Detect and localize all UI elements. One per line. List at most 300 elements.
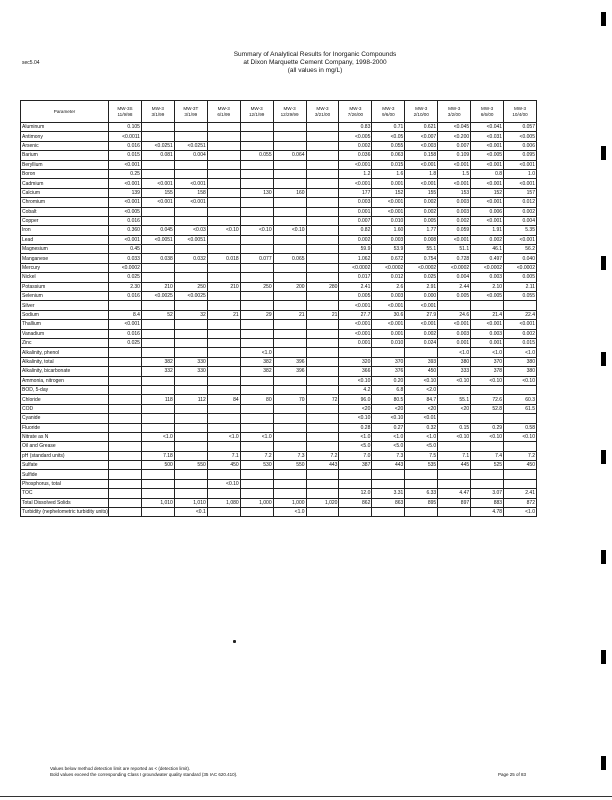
value-cell: <0.0002: [372, 263, 405, 272]
value-cell: 55.1: [438, 395, 471, 404]
value-cell: <5.0: [339, 442, 372, 451]
value-cell: <0.005: [504, 132, 537, 141]
value-cell: <5.0: [405, 442, 438, 451]
value-cell: 0.008: [405, 235, 438, 244]
value-cell: <0.001: [471, 141, 504, 150]
value-cell: [207, 263, 240, 272]
value-cell: 200: [273, 282, 306, 291]
value-cell: [306, 179, 339, 188]
value-cell: [273, 123, 306, 132]
value-cell: 0.003: [438, 329, 471, 338]
value-cell: <0.001: [405, 179, 438, 188]
value-cell: [306, 273, 339, 282]
value-cell: <1.0: [141, 432, 174, 441]
value-cell: [207, 198, 240, 207]
parameter-name: Iron: [21, 226, 109, 235]
column-header-label: MW-3: [316, 106, 329, 112]
value-cell: 7.1: [207, 451, 240, 460]
footnotes: [50, 766, 237, 778]
value-cell: <20: [405, 404, 438, 413]
value-cell: [240, 273, 273, 282]
value-cell: 250: [174, 282, 207, 291]
value-cell: [240, 245, 273, 254]
file-label: sec5.04: [22, 60, 40, 66]
value-cell: 0.8: [471, 169, 504, 178]
value-cell: [207, 508, 240, 517]
value-cell: 0.002: [405, 207, 438, 216]
value-cell: <0.001: [504, 160, 537, 169]
value-cell: <0.001: [471, 320, 504, 329]
value-cell: 0.003: [372, 235, 405, 244]
value-cell: [240, 141, 273, 150]
value-cell: [273, 385, 306, 394]
value-cell: 0.003: [471, 329, 504, 338]
value-cell: <1.0: [339, 432, 372, 441]
value-cell: 118: [141, 395, 174, 404]
value-cell: [207, 301, 240, 310]
parameter-name: Ammonia, nitrogen: [21, 376, 109, 385]
value-cell: [207, 338, 240, 347]
value-cell: [339, 348, 372, 357]
value-cell: <0.001: [471, 179, 504, 188]
title-line-1: Summary of Analytical Results for Inorganic Compounds: [233, 51, 397, 58]
value-cell: [306, 404, 339, 413]
value-cell: [207, 207, 240, 216]
value-cell: [207, 292, 240, 301]
value-cell: [306, 414, 339, 423]
value-cell: 1.8: [405, 169, 438, 178]
value-cell: 7.3: [372, 451, 405, 460]
value-cell: [438, 442, 471, 451]
value-cell: <0.001: [405, 160, 438, 169]
value-cell: [207, 442, 240, 451]
value-cell: 6.8: [372, 385, 405, 394]
value-cell: 130: [240, 188, 273, 197]
value-cell: <20: [372, 404, 405, 413]
value-cell: [240, 442, 273, 451]
value-cell: 53.9: [372, 245, 405, 254]
column-header-date: 7/26/00: [347, 111, 364, 117]
value-cell: [207, 404, 240, 413]
value-cell: 0.005: [504, 273, 537, 282]
value-cell: [207, 329, 240, 338]
parameter-name: Turbidity (nephelometric turbidity units): [22, 509, 108, 516]
value-cell: [207, 151, 240, 160]
value-cell: [174, 470, 207, 479]
value-cell: [405, 348, 438, 357]
value-cell: [174, 207, 207, 216]
value-cell: <0.10: [405, 376, 438, 385]
value-cell: [273, 414, 306, 423]
value-cell: <0.0251: [141, 141, 174, 150]
table-row: [21, 160, 537, 169]
table-row: [21, 451, 537, 460]
value-cell: [240, 132, 273, 141]
value-cell: 0.001: [372, 179, 405, 188]
value-cell: 380: [504, 357, 537, 366]
value-cell: <0.001: [339, 329, 372, 338]
column-header-date: 9/6/00: [381, 111, 395, 117]
parameter-name: Cadmium: [21, 179, 109, 188]
value-cell: [306, 160, 339, 169]
value-cell: 872: [504, 498, 537, 507]
value-cell: [174, 385, 207, 394]
column-header-parameter: [21, 101, 109, 123]
value-cell: 46.1: [471, 245, 504, 254]
column-header-well: [207, 101, 240, 123]
value-cell: <0.001: [372, 320, 405, 329]
value-cell: [141, 216, 174, 225]
scan-mark: [601, 450, 606, 464]
value-cell: [306, 151, 339, 160]
value-cell: [174, 160, 207, 169]
value-cell: [207, 489, 240, 498]
value-cell: 7.5: [405, 451, 438, 460]
value-cell: [240, 385, 273, 394]
value-cell: [109, 423, 142, 432]
value-cell: 376: [372, 367, 405, 376]
table-row: [21, 292, 537, 301]
value-cell: [141, 385, 174, 394]
table-row: [21, 376, 537, 385]
value-cell: [109, 348, 142, 357]
value-cell: 70: [273, 395, 306, 404]
value-cell: 0.158: [405, 151, 438, 160]
value-cell: 21: [273, 310, 306, 319]
value-cell: 450: [207, 461, 240, 470]
column-header-date: 10/4/00: [512, 111, 528, 117]
value-cell: 1.60: [372, 226, 405, 235]
value-cell: [174, 338, 207, 347]
value-cell: 250: [240, 282, 273, 291]
value-cell: [174, 348, 207, 357]
parameter-name: Alkalinity, bicarbonate: [21, 367, 109, 376]
value-cell: [109, 451, 142, 460]
parameter-name: Sulfate: [21, 461, 109, 470]
value-cell: [141, 329, 174, 338]
footnote-2: Bold values exceed the corresponding Class I groundwater quality standard (35 IAC 620.410).: [50, 772, 238, 777]
value-cell: [174, 132, 207, 141]
value-cell: [141, 348, 174, 357]
value-cell: 152: [372, 188, 405, 197]
value-cell: 0.025: [109, 338, 142, 347]
value-cell: 0.003: [372, 292, 405, 301]
value-cell: [109, 489, 142, 498]
value-cell: [273, 273, 306, 282]
value-cell: 387: [339, 461, 372, 470]
value-cell: 0.038: [141, 254, 174, 263]
value-cell: [109, 301, 142, 310]
value-cell: 1.0: [504, 169, 537, 178]
value-cell: [109, 432, 142, 441]
value-cell: 0.055: [240, 151, 273, 160]
value-cell: 160: [273, 188, 306, 197]
column-header-date: 11/9/98: [117, 111, 133, 117]
value-cell: 2.41: [504, 489, 537, 498]
value-cell: [306, 235, 339, 244]
value-cell: [141, 442, 174, 451]
value-cell: 0.83: [339, 123, 372, 132]
column-header-date: 3/21/00: [314, 111, 331, 117]
value-cell: [207, 123, 240, 132]
parameter-name: Aluminum: [21, 123, 109, 132]
value-cell: <1.0: [438, 348, 471, 357]
value-cell: <0.001: [438, 320, 471, 329]
value-cell: 445: [438, 461, 471, 470]
value-cell: [240, 470, 273, 479]
value-cell: [471, 414, 504, 423]
value-cell: 0.001: [339, 207, 372, 216]
value-cell: [306, 338, 339, 347]
value-cell: 52.8: [471, 404, 504, 413]
table-row: [21, 357, 537, 366]
column-header-label: MW-3: [283, 106, 296, 112]
value-cell: [207, 470, 240, 479]
parameter-name: Chromium: [21, 198, 109, 207]
value-cell: [405, 479, 438, 488]
value-cell: 0.001: [438, 338, 471, 347]
value-cell: 3.07: [471, 489, 504, 498]
value-cell: [141, 479, 174, 488]
value-cell: 0.005: [438, 292, 471, 301]
footnote-1: Values below method detection limit are reported as < (detection limit).: [50, 766, 191, 771]
value-cell: [141, 470, 174, 479]
value-cell: [207, 132, 240, 141]
value-cell: 2.11: [504, 282, 537, 291]
value-cell: <0.005: [339, 132, 372, 141]
value-cell: 7.3: [273, 451, 306, 460]
value-cell: 24.6: [438, 310, 471, 319]
value-cell: 443: [372, 461, 405, 470]
value-cell: <0.003: [405, 141, 438, 150]
value-cell: <0.10: [504, 376, 537, 385]
title-line-2: at Dixon Marquette Cement Company, 1998-2000: [243, 59, 387, 66]
value-cell: <1.0: [471, 348, 504, 357]
value-cell: [339, 508, 372, 517]
scan-speck: [233, 640, 236, 643]
value-cell: <0.001: [504, 320, 537, 329]
parameter-name: Chloride: [21, 395, 109, 404]
value-cell: <1.0: [372, 432, 405, 441]
value-cell: 443: [306, 461, 339, 470]
value-cell: 1.5: [438, 169, 471, 178]
value-cell: 1,020: [306, 498, 339, 507]
value-cell: 1,010: [174, 498, 207, 507]
value-cell: 332: [141, 367, 174, 376]
value-cell: 530: [240, 461, 273, 470]
value-cell: 32: [174, 310, 207, 319]
value-cell: [405, 470, 438, 479]
value-cell: 883: [471, 498, 504, 507]
value-cell: [109, 461, 142, 470]
value-cell: <0.1: [174, 508, 207, 517]
value-cell: 897: [438, 498, 471, 507]
value-cell: 0.71: [372, 123, 405, 132]
value-cell: [240, 263, 273, 272]
parameter-name: Fluoride: [21, 423, 109, 432]
value-cell: 0.040: [504, 254, 537, 263]
parameter-name: Potassium: [21, 282, 109, 291]
value-cell: [109, 498, 142, 507]
value-cell: 333: [438, 367, 471, 376]
value-cell: [273, 432, 306, 441]
value-cell: 21.4: [471, 310, 504, 319]
value-cell: 21: [306, 310, 339, 319]
value-cell: [306, 141, 339, 150]
value-cell: <0.001: [141, 198, 174, 207]
column-header-date: 6/6/00: [480, 111, 494, 117]
value-cell: 0.001: [372, 329, 405, 338]
value-cell: <0.001: [141, 179, 174, 188]
value-cell: 0.055: [504, 292, 537, 301]
value-cell: [109, 376, 142, 385]
value-cell: 0.005: [339, 292, 372, 301]
value-cell: 1,010: [141, 498, 174, 507]
value-cell: [504, 301, 537, 310]
value-cell: 0.004: [504, 216, 537, 225]
value-cell: 330: [174, 367, 207, 376]
value-cell: [273, 292, 306, 301]
value-cell: [240, 376, 273, 385]
table-row: [21, 442, 537, 451]
value-cell: [471, 301, 504, 310]
value-cell: <0.0051: [174, 235, 207, 244]
value-cell: 2.41: [339, 282, 372, 291]
value-cell: 29: [240, 310, 273, 319]
value-cell: [273, 320, 306, 329]
value-cell: [306, 216, 339, 225]
column-header-label: MW-3: [250, 106, 263, 112]
value-cell: 396: [273, 357, 306, 366]
value-cell: [306, 432, 339, 441]
value-cell: 72: [306, 395, 339, 404]
value-cell: [306, 320, 339, 329]
value-cell: [273, 404, 306, 413]
value-cell: 0.002: [405, 329, 438, 338]
value-cell: [174, 376, 207, 385]
value-cell: 2.91: [405, 282, 438, 291]
value-cell: [438, 385, 471, 394]
value-cell: 0.064: [273, 151, 306, 160]
value-cell: <0.10: [504, 432, 537, 441]
scan-mark: [601, 146, 606, 160]
table-row: [21, 282, 537, 291]
value-cell: 2.10: [471, 282, 504, 291]
column-header-label: MW-3: [217, 106, 230, 112]
value-cell: [109, 479, 142, 488]
value-cell: 0.82: [339, 226, 372, 235]
column-header-label: MW-3: [349, 106, 362, 112]
value-cell: 0.055: [372, 141, 405, 150]
value-cell: [372, 348, 405, 357]
table-row: [21, 301, 537, 310]
value-cell: 1.77: [405, 226, 438, 235]
value-cell: 1.91: [471, 226, 504, 235]
value-cell: [207, 235, 240, 244]
value-cell: <0.10: [339, 376, 372, 385]
value-cell: [504, 414, 537, 423]
value-cell: 0.012: [504, 198, 537, 207]
parameter-name: Zinc: [21, 338, 109, 347]
value-cell: 0.754: [405, 254, 438, 263]
value-cell: 155: [141, 188, 174, 197]
value-cell: 157: [504, 188, 537, 197]
value-cell: [141, 169, 174, 178]
value-cell: 396: [273, 367, 306, 376]
value-cell: <0.0251: [174, 141, 207, 150]
value-cell: 863: [372, 498, 405, 507]
value-cell: 0.045: [141, 226, 174, 235]
parameter-name: Boron: [21, 169, 109, 178]
value-cell: 0.065: [273, 254, 306, 263]
value-cell: 0.25: [109, 169, 142, 178]
parameter-name: Cyanide: [21, 414, 109, 423]
value-cell: [372, 508, 405, 517]
scan-mark: [601, 352, 606, 366]
value-cell: 0.077: [240, 254, 273, 263]
value-cell: <0.001: [438, 235, 471, 244]
value-cell: [174, 432, 207, 441]
value-cell: <0.10: [339, 414, 372, 423]
value-cell: <5.0: [372, 442, 405, 451]
scan-mark: [601, 650, 606, 664]
value-cell: 0.007: [438, 141, 471, 150]
value-cell: <0.10: [438, 376, 471, 385]
value-cell: 0.001: [471, 338, 504, 347]
value-cell: [273, 470, 306, 479]
parameter-name: Nitrate as N: [21, 432, 109, 441]
value-cell: <0.0002: [339, 263, 372, 272]
value-cell: 0.000: [405, 292, 438, 301]
table-row: [21, 207, 537, 216]
value-cell: 27.9: [405, 310, 438, 319]
value-cell: 0.29: [471, 423, 504, 432]
value-cell: <0.001: [438, 160, 471, 169]
value-cell: [109, 404, 142, 413]
value-cell: 0.002: [339, 235, 372, 244]
parameter-name: Silver: [21, 301, 109, 310]
value-cell: 0.018: [207, 254, 240, 263]
value-cell: [306, 489, 339, 498]
value-cell: 0.004: [438, 273, 471, 282]
value-cell: 0.003: [438, 207, 471, 216]
value-cell: [141, 245, 174, 254]
value-cell: [240, 338, 273, 347]
value-cell: <0.005: [109, 207, 142, 216]
value-cell: 450: [405, 367, 438, 376]
value-cell: <0.10: [273, 226, 306, 235]
value-cell: 3.31: [372, 489, 405, 498]
value-cell: [306, 348, 339, 357]
value-cell: 12.0: [339, 489, 372, 498]
value-cell: [174, 451, 207, 460]
value-cell: 0.010: [372, 216, 405, 225]
value-cell: <0.10: [438, 432, 471, 441]
table-row: [21, 367, 537, 376]
value-cell: [240, 489, 273, 498]
value-cell: 330: [174, 357, 207, 366]
table-row: [21, 385, 537, 394]
value-cell: <1.0: [504, 508, 537, 517]
value-cell: 280: [306, 282, 339, 291]
column-header-date: 6/1/99: [217, 111, 231, 117]
value-cell: <0.001: [471, 160, 504, 169]
value-cell: 0.033: [109, 254, 142, 263]
value-cell: [273, 442, 306, 451]
parameter-name: BOD, 5-day: [21, 385, 109, 394]
value-cell: <2.0: [405, 385, 438, 394]
value-cell: 0.20: [372, 376, 405, 385]
